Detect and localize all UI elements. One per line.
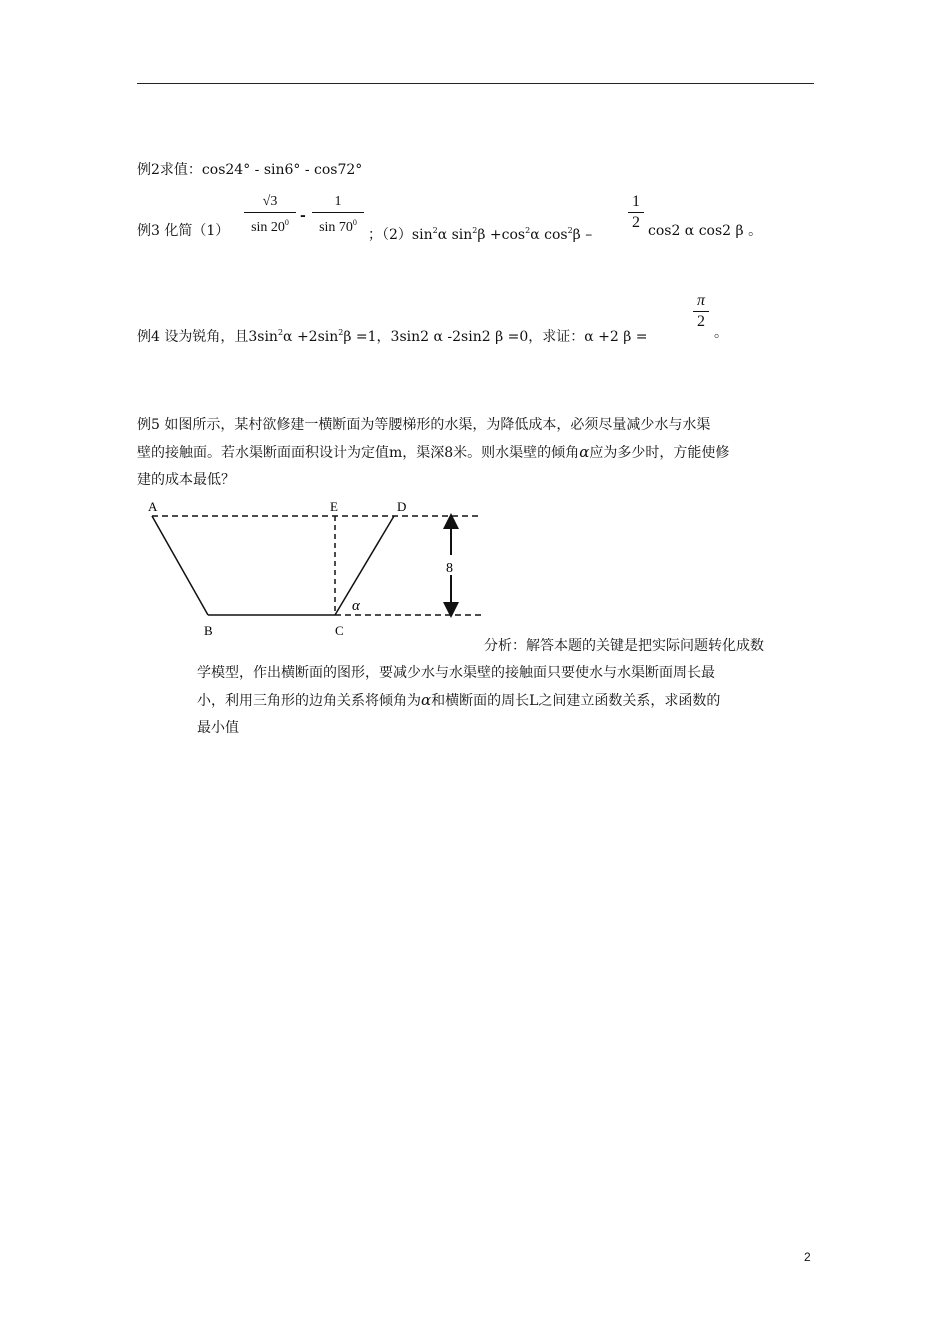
label-A: A [148, 499, 158, 514]
example-5-line-3: 建的成本最低？ [137, 472, 235, 488]
left-wall [152, 516, 208, 615]
fraction-denominator: $\sin 70^0$ [319, 218, 357, 235]
example-3-tail: cos2 α cos2 β 。 [648, 223, 763, 239]
fraction-1-over-sin70 [312, 193, 364, 237]
right-wall [335, 516, 394, 615]
header-rule [137, 83, 814, 84]
angle-alpha-label: α [352, 598, 360, 614]
example-3-part2: ；$(2)\sin^2\alpha$ $\sin^2\beta +\cos^2\alpha$ $\cos^2\beta$ – [368, 226, 593, 243]
fraction-denominator: $\sin 20^0$ [251, 218, 289, 235]
fraction-one-half: 1 2 [628, 193, 644, 232]
example-2-expression: cos24° - sin6° - cos72° [201, 162, 363, 178]
fraction-bar [312, 212, 364, 213]
fraction-numerator: 1 [334, 194, 342, 209]
example-3-label: 例3 化简（1） [137, 223, 230, 239]
analysis-paragraph [197, 660, 817, 742]
label-D: D [397, 499, 407, 514]
depth-label: 8 [446, 561, 453, 576]
fraction-pi-over-2: π 2 [693, 292, 709, 331]
example-5 [137, 412, 817, 494]
trapezoid-channel-diagram [140, 495, 490, 645]
analysis-line-1: 分析：解答本题的关键是把实际问题转化成数 [484, 638, 764, 654]
example-2 [137, 160, 362, 180]
fraction-numerator: √3 [262, 194, 278, 209]
page-number: 2 [804, 1250, 811, 1264]
minus-sign: - [300, 208, 306, 224]
example-4-end: 。 [714, 325, 728, 341]
label-B: B [204, 623, 213, 638]
example-5-line-1: 例5 如图所示，某村欲修建一横断面为等腰梯形的水渠，为降低成本，必须尽量减少水与水渠 [137, 417, 711, 433]
analysis-line-2: 学模型，作出横断面的图形，要减少水与水渠壁的接触面只要使水与水渠断面周长最 [197, 665, 715, 681]
label-C: C [335, 623, 344, 638]
fraction-sqrt3-over-sin20 [244, 193, 296, 237]
fraction-bar [244, 212, 296, 213]
example-2-label: 例2求值： [137, 162, 202, 178]
analysis-line-4: 最小值 [197, 720, 239, 736]
example-5-line-2: 壁的接触面。若水渠断面面积设计为定值m，渠深8米。则水渠壁的倾角α应为多少时，方能使修 [137, 443, 730, 461]
label-E: E [330, 499, 338, 514]
example-4: 例4 设为锐角，且$3\sin^2\alpha +2\sin^2\beta =1$，3sin2 α -2sin2 β =0，求证：α +2 β = [137, 328, 648, 345]
analysis-line-3: 小，利用三角形的边角关系将倾角为α和横断面的周长L之间建立函数关系，求函数的 [197, 691, 721, 709]
